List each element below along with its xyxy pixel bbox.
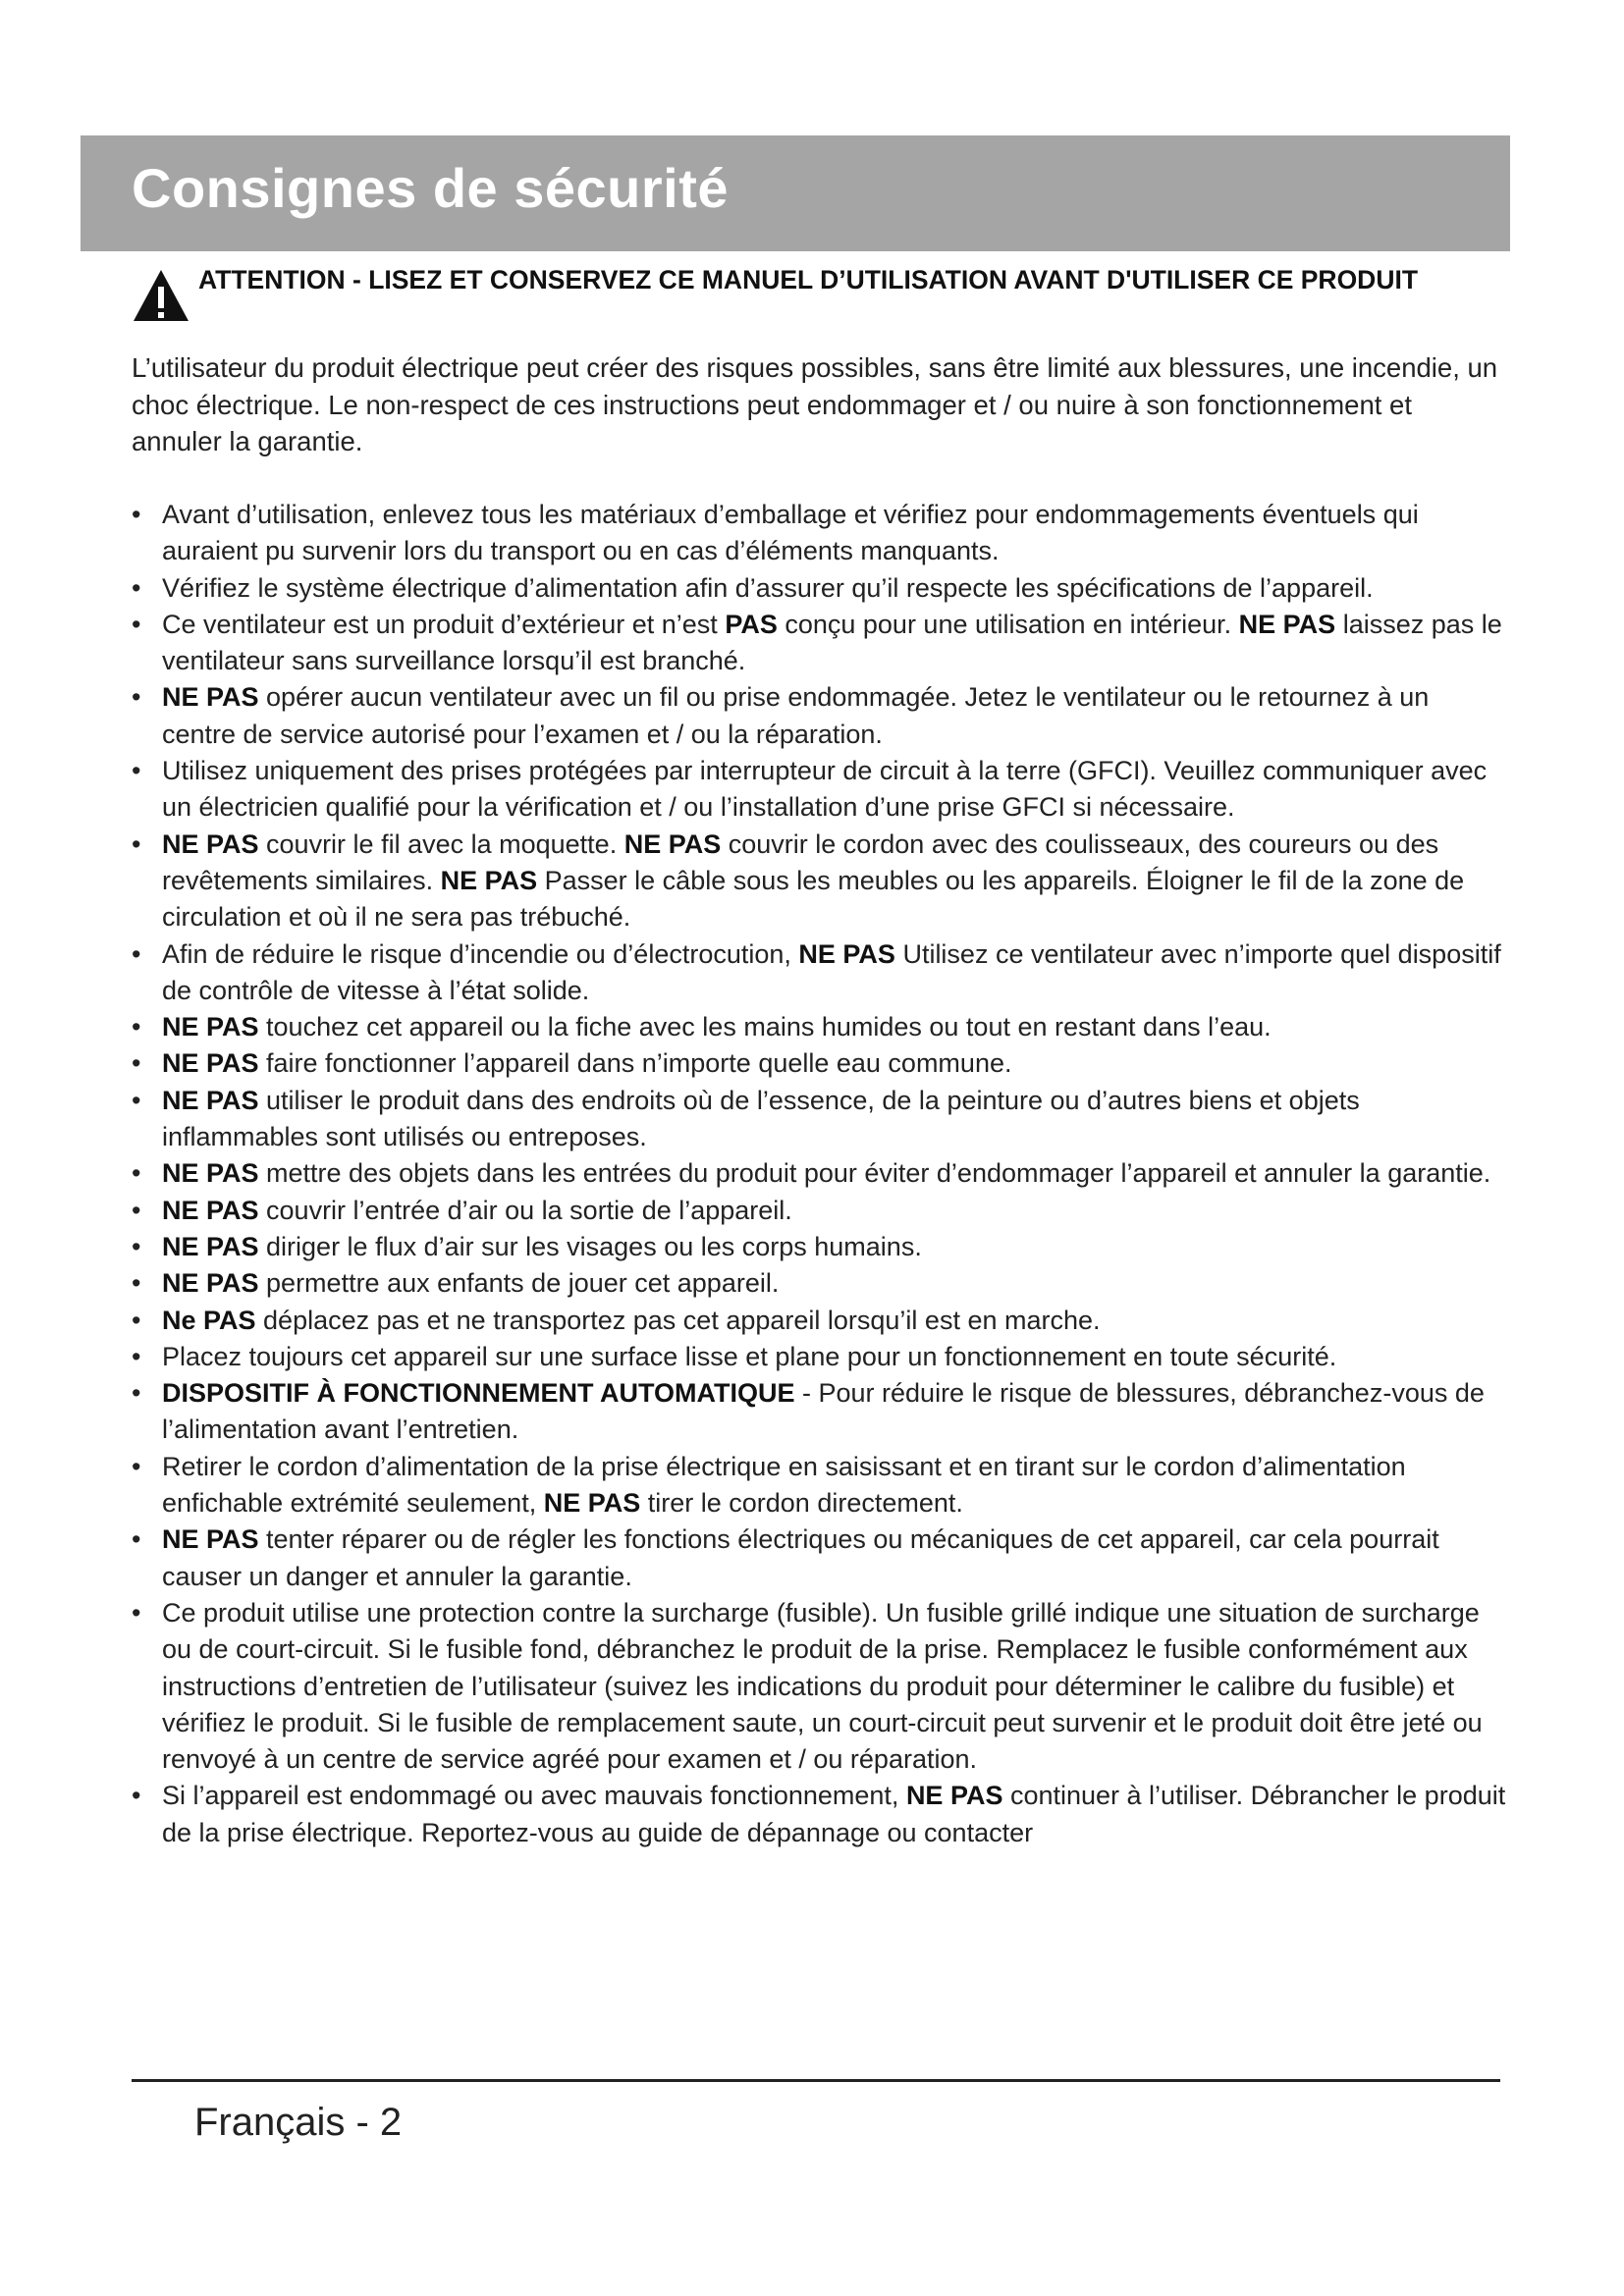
rule-text: couvrir le cordon avec des coulisseaux, des coureurs ou des revêtements similaires. <box>162 828 1439 895</box>
safety-rule-item <box>132 1155 1508 1192</box>
page-footer: Français - 2 <box>194 2101 403 2144</box>
emphasis-text: NE PAS <box>162 1195 259 1225</box>
safety-rule-item <box>132 1009 1508 1045</box>
emphasis-text: Ne PAS <box>162 1305 256 1335</box>
rule-text: Ce ventilateur est un produit d’extérieur et n’est <box>162 609 726 639</box>
emphasis-text: NE PAS <box>162 1158 259 1189</box>
emphasis-text: NE PAS <box>1238 609 1336 639</box>
safety-rule-item <box>132 1339 1508 1375</box>
emphasis-text: NE PAS <box>440 865 538 895</box>
page-title: Consignes de sécurité <box>132 157 730 219</box>
safety-rule-item <box>132 1083 1508 1156</box>
safety-rule-item <box>132 1303 1508 1339</box>
safety-rule-item <box>132 936 1508 1010</box>
rule-text: laissez pas le ventilateur sans surveillance lorsqu’il est branché. <box>162 609 1502 676</box>
safety-rule-item <box>132 1045 1508 1082</box>
intro-paragraph: L’utilisateur du produit électrique peut créer des risques possibles, sans être limité aux blessures, une incendie, un choc électrique. Le non-respect de ces instructions peut endommager et / ou nuire à son fonctionnement et annuler la garantie. <box>132 352 1498 456</box>
emphasis-text: PAS <box>725 609 778 639</box>
rule-text: Ce produit utilise une protection contre la surcharge (fusible). Un fusible grillé indique une situation de surcharge ou de court-circuit. Si le fusible fond, débranchez le produit de la prise. Remplacez le fusible conformément aux instructions d’entretien de l’utilisateur (suivez les indications du produit pour déterminer le calibre du fusible) et vérifiez le produit. Si le fusible de remplacement saute, un court-circuit peut survenir et le produit doit être jeté ou renvoyé à un centre de service agréé pour examen et / ou réparation. <box>162 1597 1483 1775</box>
rule-text: conçu pour une utilisation en intérieur. <box>777 609 1239 639</box>
safety-rule-item <box>132 607 1508 680</box>
safety-rule-item <box>132 753 1508 827</box>
rule-text: Avant d’utilisation, enlevez tous les matériaux d’emballage et vérifiez pour endommagements éventuels qui auraient pu survenir lors du transport ou en cas d’éléments manquants. <box>162 500 1419 566</box>
emphasis-text: NE PAS <box>905 1781 1003 1811</box>
rule-text: Vérifiez le système électrique d’alimentation afin d’assurer qu’il respecte les spécifications de l’appareil. <box>162 572 1374 603</box>
safety-rule-item <box>132 570 1508 607</box>
safety-rule-item <box>132 497 1508 570</box>
rule-text: Afin de réduire le risque d’incendie ou d’électrocution, <box>162 938 799 969</box>
footer-divider <box>132 2079 1500 2082</box>
rule-text: touchez cet appareil ou la fiche avec les mains humides ou tout en restant dans l’eau. <box>258 1012 1272 1042</box>
rule-text: diriger le flux d’air sur les visages ou les corps humains. <box>258 1231 922 1261</box>
emphasis-text: NE PAS <box>162 1085 259 1115</box>
rule-text: déplacez pas et ne transportez pas cet appareil lorsqu’il est en marche. <box>255 1305 1101 1335</box>
rule-text: utiliser le produit dans des endroits où de l’essence, de la peinture ou d’autres biens et objets inflammables sont utilisés ou entreposes. <box>162 1085 1360 1152</box>
rule-text: tenter réparer ou de régler les fonctions électriques ou mécaniques de cet appareil, car cela pourrait causer un danger et annuler la garantie. <box>162 1524 1439 1591</box>
warning-triangle-icon <box>132 267 190 324</box>
warning-heading: ATTENTION - LISEZ ET CONSERVEZ CE MANUEL D’UTILISATION AVANT D'UTILISER CE PRODUIT <box>198 265 1419 294</box>
emphasis-text: NE PAS <box>623 828 722 859</box>
rule-text: mettre des objets dans les entrées du produit pour éviter d’endommager l’appareil et annuler la garantie. <box>258 1158 1491 1189</box>
rule-text: Placez toujours cet appareil sur une surface lisse et plane pour un fonctionnement en toute sécurité. <box>162 1341 1337 1371</box>
rule-text: tirer le cordon directement. <box>640 1488 963 1519</box>
rule-text: couvrir l’entrée d’air ou la sortie de l’appareil. <box>258 1195 792 1225</box>
emphasis-text: NE PAS <box>543 1488 641 1519</box>
safety-rule-item <box>132 1449 1508 1522</box>
section-banner <box>81 135 1510 251</box>
rule-text: Utilisez uniquement des prises protégées par interrupteur de circuit à la terre (GFCI). Veuillez communiquer avec un électricien qualifié pour la vérification et / ou l’installation d’une prise GFCI si nécessaire. <box>162 756 1488 823</box>
safety-rule-item <box>132 1375 1508 1449</box>
emphasis-text: NE PAS <box>162 1231 259 1261</box>
emphasis-text: NE PAS <box>162 1048 259 1079</box>
safety-rules-list <box>132 497 1508 1851</box>
emphasis-text: DISPOSITIF À FONCTIONNEMENT AUTOMATIQUE <box>162 1378 795 1409</box>
rule-text: continuer à l’utiliser. Débrancher le produit de la prise électrique. Reportez-vous au guide de dépannage ou contacter <box>162 1781 1506 1847</box>
rule-text: Si l’appareil est endommagé ou avec mauvais fonctionnement, <box>162 1781 906 1811</box>
safety-rule-item <box>132 679 1508 753</box>
safety-rule-item <box>132 1595 1508 1778</box>
rule-text: couvrir le fil avec la moquette. <box>258 828 624 859</box>
rule-text: Utilisez ce ventilateur avec n’importe quel dispositif de contrôle de vitesse à l’état solide. <box>162 938 1501 1005</box>
safety-rule-item <box>132 1229 1508 1265</box>
rule-text: Passer le câble sous les meubles ou les appareils. Éloigner le fil de la zone de circulation et où il ne sera pas trébuché. <box>162 865 1465 933</box>
safety-rule-item <box>132 1193 1508 1229</box>
emphasis-text: NE PAS <box>162 828 259 859</box>
rule-text: opérer aucun ventilateur avec un fil ou prise endommagée. Jetez le ventilateur ou le retournez à un centre de service autorisé pour l’examen et / ou la réparation. <box>162 682 1430 749</box>
rule-text: Retirer le cordon d’alimentation de la prise électrique en saisissant et en tirant sur le cordon d’alimentation enfichable extrémité seulement, <box>162 1451 1406 1519</box>
emphasis-text: NE PAS <box>162 1268 259 1299</box>
emphasis-text: NE PAS <box>162 1524 259 1555</box>
rule-text: - Pour réduire le risque de blessures, débranchez-vous de l’alimentation avant l’entretien. <box>162 1378 1485 1445</box>
rule-text: faire fonctionner l’appareil dans n’importe quelle eau commune. <box>258 1048 1012 1079</box>
safety-rule-item <box>132 1265 1508 1302</box>
safety-rule-item <box>132 1522 1508 1595</box>
emphasis-text: NE PAS <box>798 938 895 969</box>
emphasis-text: NE PAS <box>162 682 259 713</box>
safety-rule-item <box>132 1778 1508 1851</box>
rule-text: permettre aux enfants de jouer cet appareil. <box>258 1268 780 1299</box>
emphasis-text: NE PAS <box>162 1012 259 1042</box>
safety-rule-item <box>132 827 1508 936</box>
